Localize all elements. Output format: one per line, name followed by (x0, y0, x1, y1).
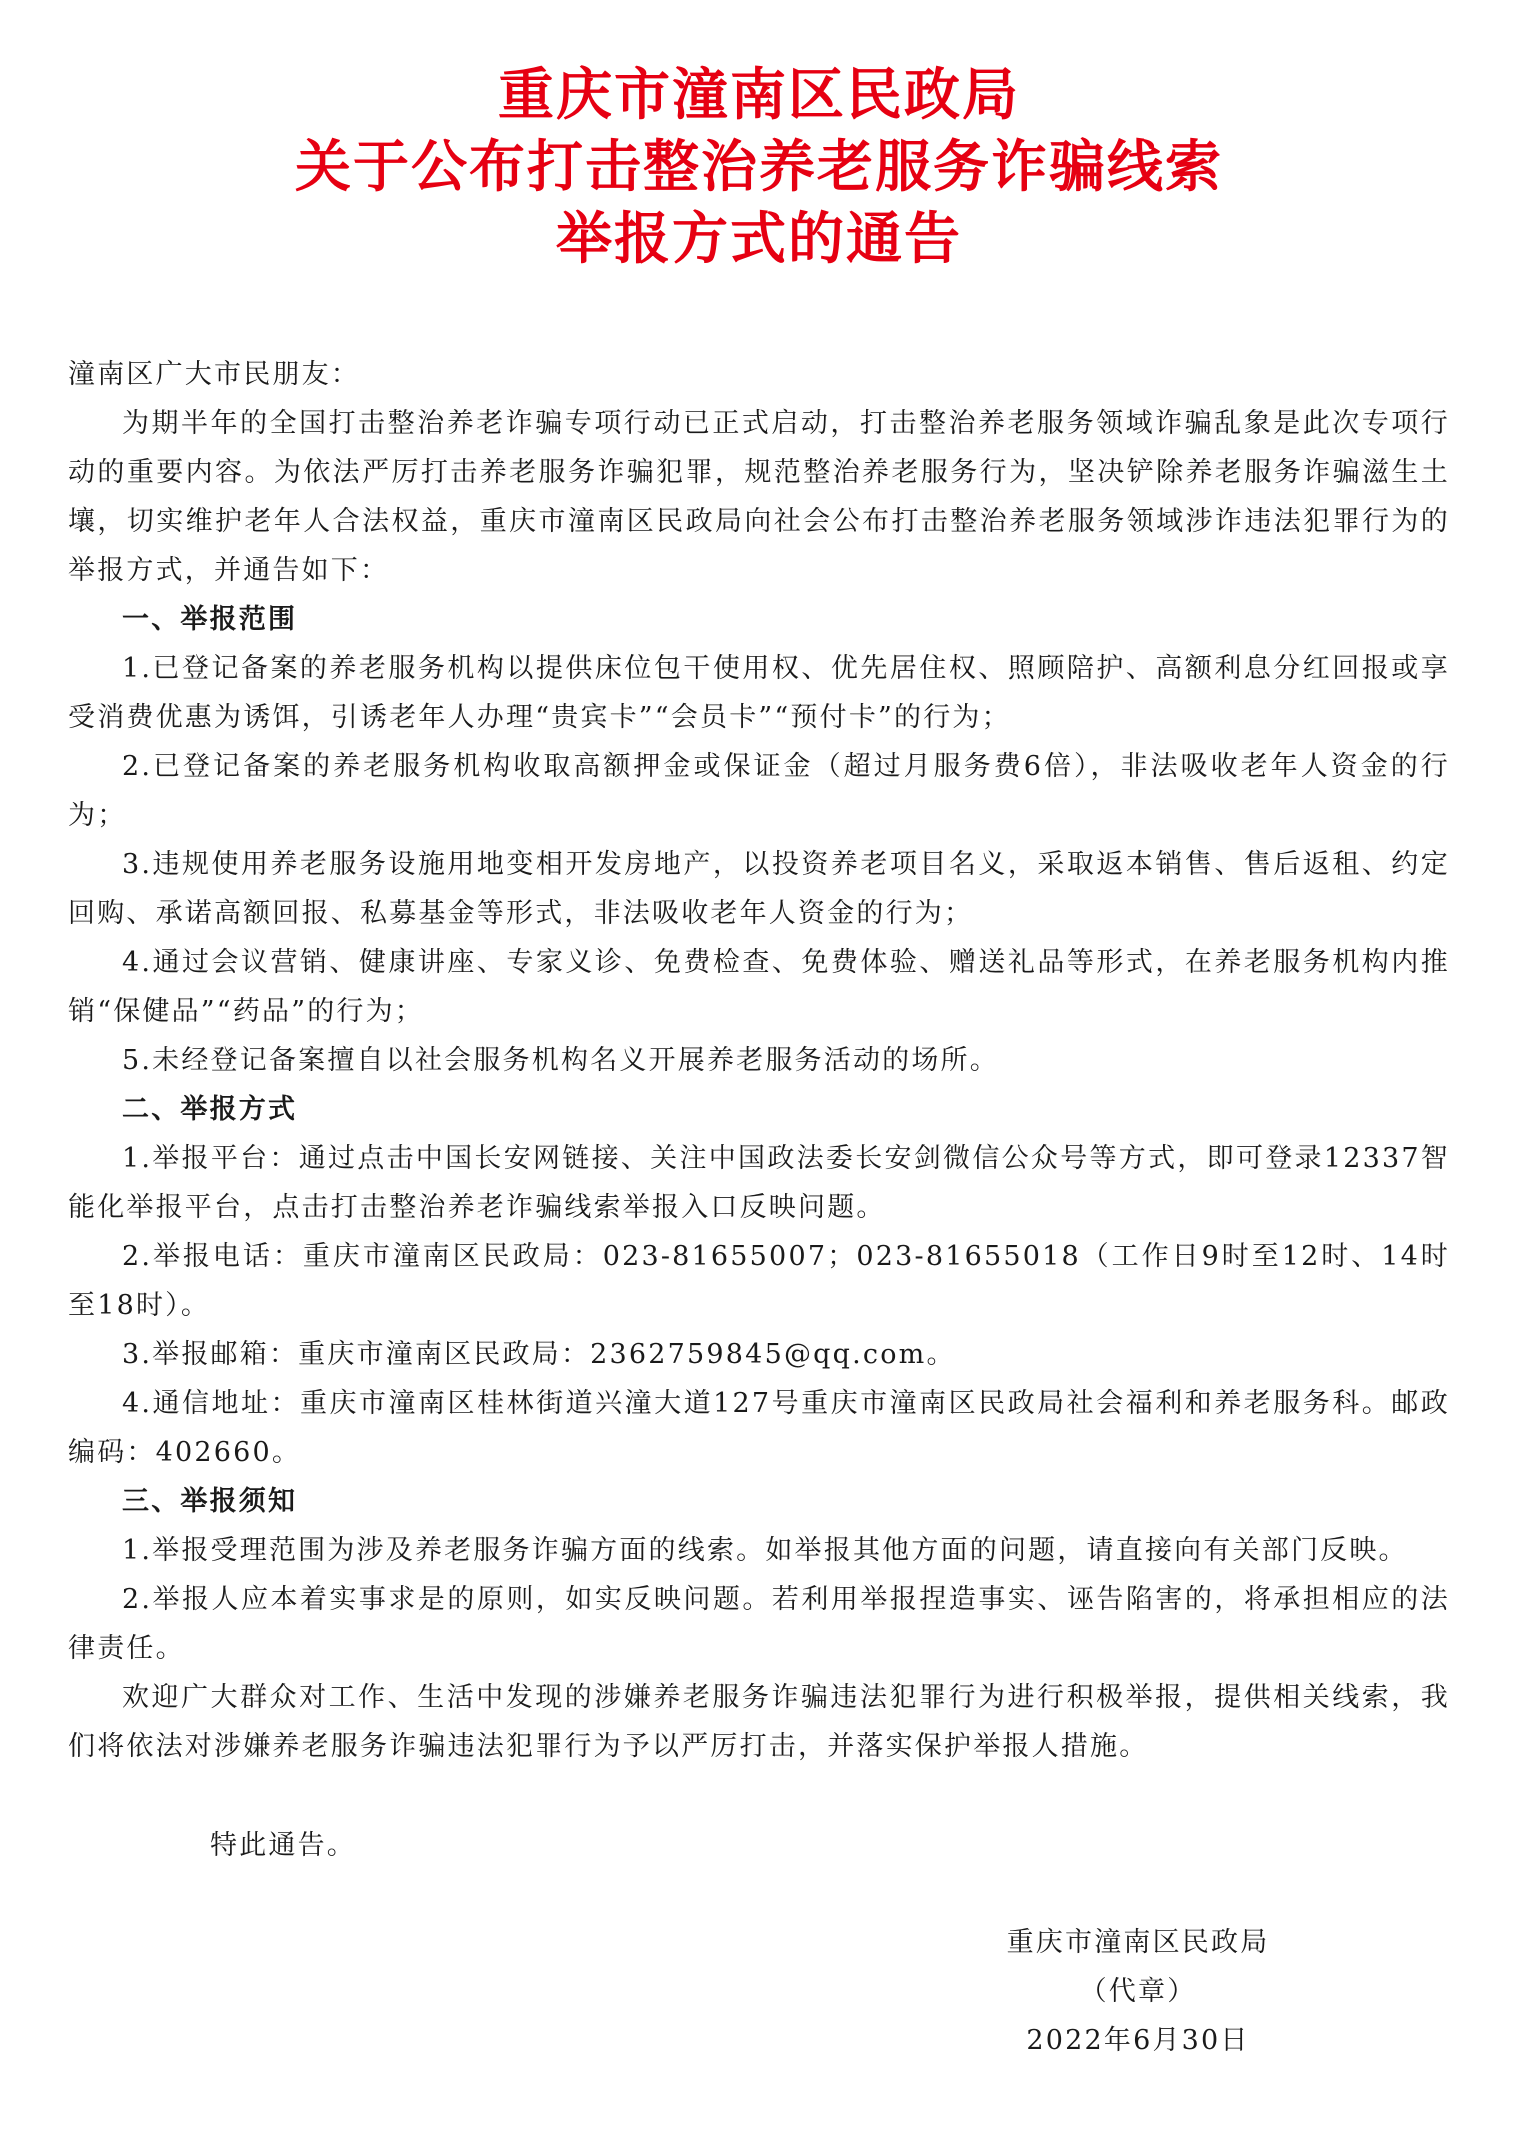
method-platform: 1.举报平台：通过点击中国长安网链接、关注中国政法委长安剑微信公众号等方式，即可登录12337智能化举报平台，点击打击整治养老诈骗线索举报入口反映问题。 (68, 1143, 1450, 1223)
method-address: 4.通信地址：重庆市潼南区桂林街道兴潼大道127号重庆市潼南区民政局社会福利和养老服务科。邮政编码：402660。 (68, 1388, 1450, 1468)
scope-item-1: 1.已登记备案的养老服务机构以提供床位包干使用权、优先居住权、照顾陪护、高额利息分红回报或享受消费优惠为诱饵，引诱老年人办理“贵宾卡”“会员卡”“预付卡”的行为； (68, 653, 1450, 733)
section-heading-scope: 一、举报范围 (122, 604, 298, 635)
title-line-3: 举报方式的通告 (556, 207, 962, 272)
document-title (68, 60, 1450, 276)
title-line-2: 关于公布打击整治养老服务诈骗线索 (295, 135, 1223, 200)
section-heading-methods: 二、举报方式 (122, 1094, 298, 1125)
special-notice: 特此通告。 (210, 1830, 356, 1861)
signature-block (988, 1918, 1288, 2065)
signature-seal-note: （代章） (1079, 1976, 1197, 2007)
scope-item-2: 2.已登记备案的养老服务机构收取高额押金或保证金（超过月服务费6倍），非法吸收老年人资金的行为； (68, 751, 1450, 831)
section-heading-notes: 三、举报须知 (122, 1486, 298, 1517)
scope-item-3: 3.违规使用养老服务设施用地变相开发房地产，以投资养老项目名义，采取返本销售、售后返租、约定回购、承诺高额回报、私募基金等形式，非法吸收老年人资金的行为； (68, 849, 1450, 929)
spacer (68, 1771, 1450, 1821)
document-body (68, 350, 1450, 1870)
closing-paragraph: 欢迎广大群众对工作、生活中发现的涉嫌养老服务诈骗违法犯罪行为进行积极举报，提供相关线索，我们将依法对涉嫌养老服务诈骗违法犯罪行为予以严厉打击，并落实保护举报人措施。 (68, 1682, 1450, 1762)
method-phone: 2.举报电话：重庆市潼南区民政局：023-81655007；023-81655018（工作日9时至12时、14时至18时）。 (68, 1241, 1450, 1321)
scope-item-4: 4.通过会议营销、健康讲座、专家义诊、免费检查、免费体验、赠送礼品等形式，在养老服务机构内推销“保健品”“药品”的行为； (68, 947, 1450, 1027)
signature-org: 重庆市潼南区民政局 (1006, 1927, 1270, 1958)
scope-item-5: 5.未经登记备案擅自以社会服务机构名义开展养老服务活动的场所。 (122, 1045, 999, 1076)
salutation: 潼南区广大市民朋友： (68, 359, 360, 390)
signature-date: 2022年6月30日 (1026, 2025, 1250, 2056)
method-email: 3.举报邮箱：重庆市潼南区民政局：2362759845@qq.com。 (122, 1339, 956, 1370)
title-line-1: 重庆市潼南区民政局 (498, 63, 1020, 128)
intro-paragraph: 为期半年的全国打击整治养老诈骗专项行动已正式启动，打击整治养老服务领域诈骗乱象是此次专项行动的重要内容。为依法严厉打击养老服务诈骗犯罪，规范整治养老服务行为，坚决铲除养老服务诈骗滋生土壤，切实维护老年人合法权益，重庆市潼南区民政局向社会公布打击整治养老服务领域涉诈违法犯罪行为的举报方式，并通告如下： (68, 408, 1450, 586)
note-item-1: 1.举报受理范围为涉及养老服务诈骗方面的线索。如举报其他方面的问题，请直接向有关部门反映。 (122, 1535, 1408, 1566)
note-item-2: 2.举报人应本着实事求是的原则，如实反映问题。若利用举报捏造事实、诬告陷害的，将承担相应的法律责任。 (68, 1584, 1450, 1664)
